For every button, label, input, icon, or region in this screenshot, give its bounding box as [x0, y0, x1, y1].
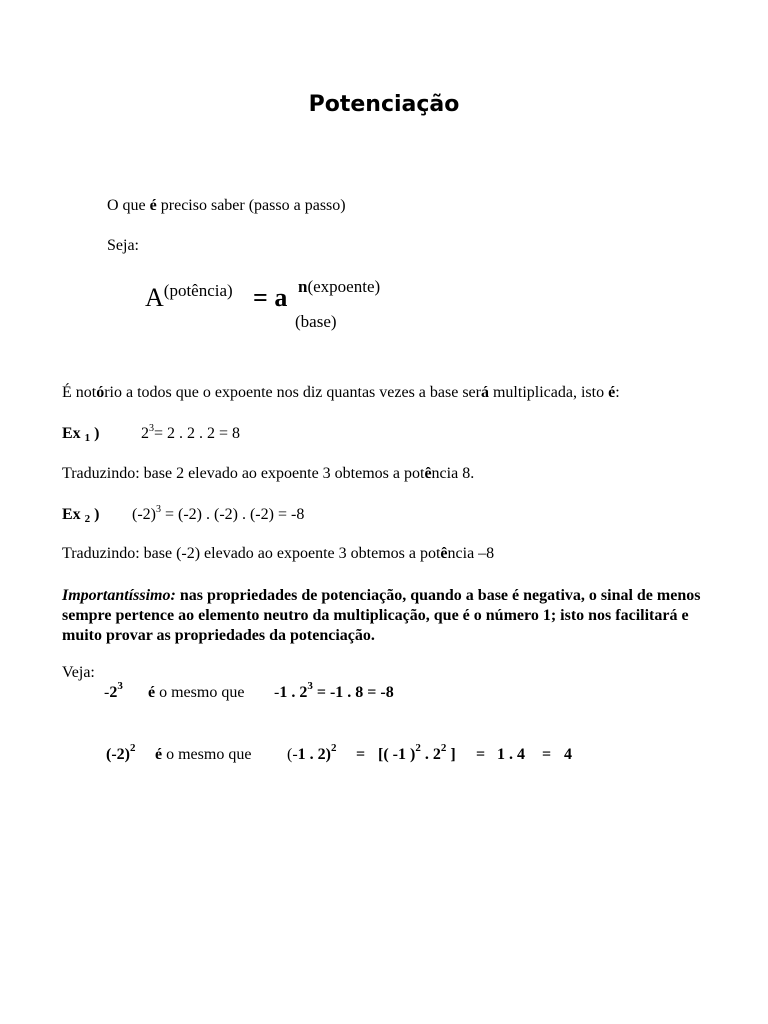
example-3-same: é o mesmo que	[148, 684, 245, 701]
example-4-equals-2: =	[476, 746, 486, 763]
example-2-label: Ex $_2$ )	[62, 506, 100, 525]
statement: É notório a todos que o expoente nos diz quantas vezes a base será multiplicada, isto é:	[62, 384, 620, 401]
example-4-step-3: 1 . 4	[497, 746, 525, 763]
formula-base-label: (base)	[295, 312, 337, 331]
example-1-translation: Traduzindo: base 2 elevado ao expoente 3 obtemos a potência 8.	[62, 465, 475, 482]
example-3-left: $-2^3$	[104, 680, 123, 701]
example-4-equals-3: =	[542, 746, 552, 763]
example-3-right: -1 . $2^3 = -1$ . 8 = -8	[274, 680, 394, 701]
example-4-step-1: (-1 . 2)$^2$	[287, 742, 337, 763]
intro-line: O que é preciso saber (passo a passo)	[107, 197, 346, 214]
formula-exponent: n(expoente)	[298, 277, 381, 296]
example-4-step-2: [( -1 )$^2$ . $2^2$ ]	[378, 742, 456, 763]
important-note: Importantíssimo: nas propriedades de potenciação, quando a base é negativa, o sinal de menos sempre pertence ao elemento neutro da multiplicação, que é o número 1; isto nos facilitará e muito provar as propriedades da potenciação.	[62, 587, 701, 644]
example-4-equals-1: =	[356, 746, 366, 763]
example-1-expression: $2^3= 2$ . 2 . 2 = 8	[141, 423, 241, 442]
example-4-same: é o mesmo que	[155, 746, 252, 763]
page-title: Potenciação	[308, 92, 460, 117]
example-2-expression: $(-2)^3 = (-2)$ . (-2) . (-2) = -8	[132, 504, 305, 523]
example-1-label: Ex $_1$ )	[62, 425, 100, 444]
seja-label: Seja:	[107, 237, 139, 254]
example-4-left: $(-2)^2$	[106, 742, 136, 763]
formula-power: $A^{(potência)}$	[145, 281, 233, 312]
example-4-result: 4	[564, 746, 572, 763]
veja-label: Veja:	[62, 664, 95, 681]
example-2-translation: Traduzindo: base (-2) elevado ao expoente 3 obtemos a potência –8	[62, 545, 495, 562]
formula-base-symbol: = a	[253, 283, 288, 312]
